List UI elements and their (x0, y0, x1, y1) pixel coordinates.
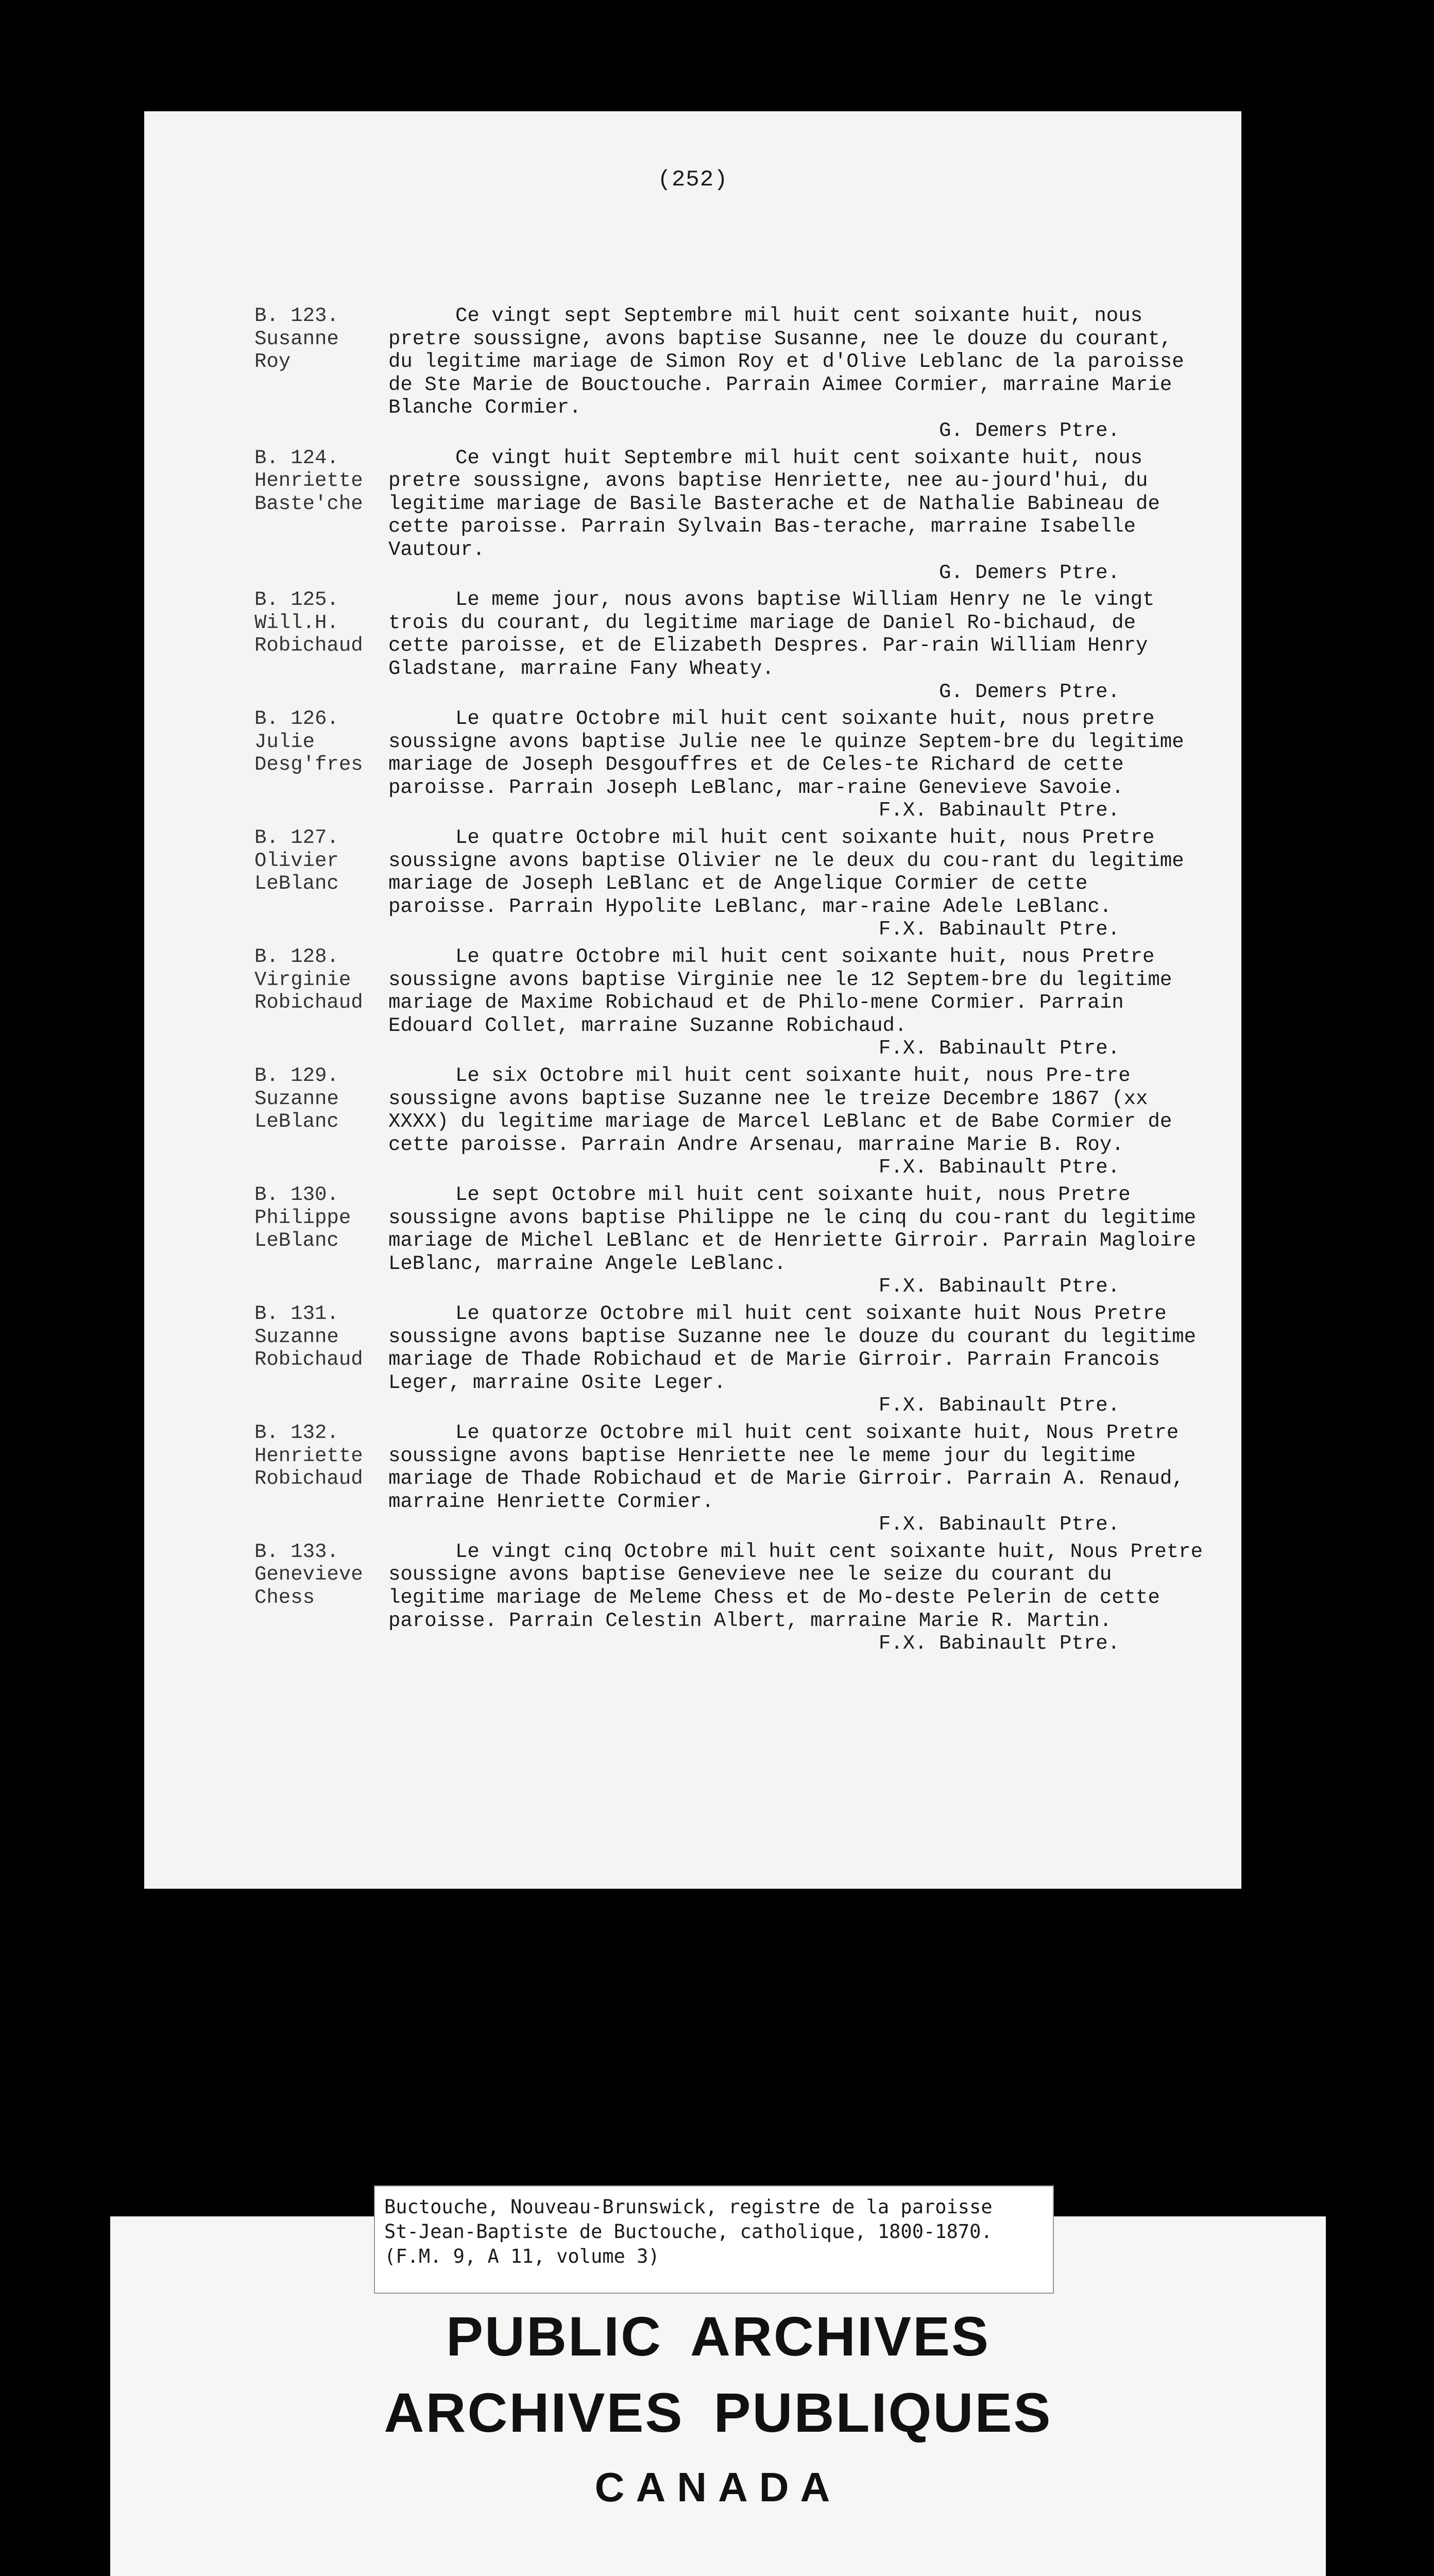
entry-signature: F.X. Babinault Ptre. (878, 1632, 1120, 1655)
baptism-entry-133 (254, 1540, 1207, 1655)
source-label-line: St-Jean-Baptiste de Buctouche, catholique, 1800-1870. (384, 2221, 993, 2243)
entry-text: Le quatre Octobre mil huit cent soixante huit, nous Pretre soussigne avons baptise Virginie nee le 12 Septem-bre du legitime mariage de Maxime Robichaud et de Philo-mene Cormier. Parrain Edouard Collet, marraine Suzanne Robichaud. (388, 945, 1172, 1037)
archives-title-french: ARCHIVES PUBLIQUES (384, 2381, 1052, 2444)
source-label-line: (F.M. 9, A 11, volume 3) (384, 2245, 660, 2267)
entry-label: B. 131. Suzanne Robichaud (254, 1302, 363, 1371)
entry-signature: F.X. Babinault Ptre. (878, 1513, 1120, 1536)
entry-body (388, 588, 1207, 703)
source-label-line: Buctouche, Nouveau-Brunswick, registre de la paroisse (384, 2196, 993, 2218)
baptism-entry-132 (254, 1421, 1207, 1536)
entry-body (388, 1540, 1207, 1655)
archives-country: CANADA (594, 2464, 842, 2510)
entry-label: B. 125. Will.H. Robichaud (254, 588, 363, 657)
baptism-entry-130 (254, 1183, 1207, 1298)
entry-label: B. 132. Henriette Robichaud (254, 1421, 363, 1490)
entry-signature: F.X. Babinault Ptre. (878, 1037, 1120, 1060)
entry-signature: G. Demers Ptre. (938, 561, 1120, 584)
entry-text: Le quatorze Octobre mil huit cent soixante huit, Nous Pretre soussigne avons baptise Henriette nee le meme jour du legitime mariage de Thade Robichaud et de Marie Girroir. Parrain A. Renaud, marraine Henriette Cormier. (388, 1421, 1184, 1513)
entry-body (388, 1183, 1207, 1298)
entry-label: B. 129. Suzanne LeBlanc (254, 1064, 339, 1133)
entry-label: B. 133. Genevieve Chess (254, 1540, 363, 1609)
entry-text: Le six Octobre mil huit cent soixante huit, nous Pre-tre soussigne avons baptise Suzanne nee le treize Decembre 1867 (xx XXXX) du legitime mariage de Marcel LeBlanc et de Babe Cormier de cette paroisse. Parrain Andre Arsenau, marraine Marie B. Roy. (388, 1064, 1172, 1156)
entry-body (388, 447, 1207, 585)
entry-text: Le quatorze Octobre mil huit cent soixante huit Nous Pretre soussigne avons baptise Suzanne nee le douze du courant du legitime mariage de Thade Robichaud et de Marie Girroir. Parrain Francois Leger, marraine Osite Leger. (388, 1302, 1197, 1394)
baptism-entry-131 (254, 1302, 1207, 1417)
entry-signature: F.X. Babinault Ptre. (878, 1394, 1120, 1417)
baptism-entry-124 (254, 447, 1207, 585)
entry-signature: F.X. Babinault Ptre. (878, 799, 1120, 822)
entry-text: Le quatre Octobre mil huit cent soixante huit, nous Pretre soussigne avons baptise Olivier ne le deux du cou-rant du legitime mariage de Joseph LeBlanc et de Angelique Cormier de cette paroisse. Parrain Hypolite LeBlanc, mar-raine Adele LeBlanc. (388, 826, 1184, 918)
entry-signature: F.X. Babinault Ptre. (878, 918, 1120, 941)
entry-label: B. 126. Julie Desg'fres (254, 707, 363, 776)
entry-label: B. 128. Virginie Robichaud (254, 945, 363, 1014)
entry-body (388, 945, 1207, 1060)
entry-signature: G. Demers Ptre. (938, 680, 1120, 703)
entry-text: Le quatre Octobre mil huit cent soixante huit, nous pretre soussigne avons baptise Julie nee le quinze Septem-bre du legitime mariage de Joseph Desgouffres et de Celes-te Richard de cette paroisse. Parrain Joseph LeBlanc, mar-raine Genevieve Savoie. (388, 707, 1184, 799)
baptism-entry-127 (254, 826, 1207, 941)
entry-body (388, 826, 1207, 941)
baptism-entry-125 (254, 588, 1207, 703)
entry-body (388, 1421, 1207, 1536)
entry-text: Ce vingt huit Septembre mil huit cent soixante huit, nous pretre soussigne, avons baptise Henriette, nee au-jourd'hui, du legitime mariage de Basile Basterache et de Nathalie Babineau de cette paroisse. Parrain Sylvain Bas-terache, marraine Isabelle Vautour. (388, 446, 1160, 561)
baptism-entry-123 (254, 304, 1207, 443)
archives-card (110, 2196, 1326, 2576)
baptism-entries (254, 304, 1207, 1659)
entry-label: B. 127. Olivier LeBlanc (254, 826, 339, 895)
register-page (144, 111, 1241, 1889)
entry-body (388, 707, 1207, 822)
entry-text: Ce vingt sept Septembre mil huit cent soixante huit, nous pretre soussigne, avons baptise Susanne, nee le douze du courant, du legitime mariage de Simon Roy et d'Olive Leblanc de la paroisse de Ste Marie de Bouctouche. Parrain Aimee Cormier, marraine Marie Blanche Cormier. (388, 304, 1184, 419)
entry-text: Le sept Octobre mil huit cent soixante huit, nous Pretre soussigne avons baptise Philippe ne le cinq du cou-rant du legitime mariage de Michel LeBlanc et de Henriette Girroir. Parrain Magloire LeBlanc, marraine Angele LeBlanc. (388, 1183, 1197, 1275)
source-label (374, 2185, 1054, 2294)
entry-label: B. 123. Susanne Roy (254, 304, 339, 374)
entry-text: Le vingt cinq Octobre mil huit cent soixante huit, Nous Pretre soussigne avons baptise Genevieve nee le seize du courant du legitime mariage de Meleme Chess et de Mo-deste Pelerin de cette paroisse. Parrain Celestin Albert, marraine Marie R. Martin. (388, 1540, 1203, 1632)
entry-signature: F.X. Babinault Ptre. (878, 1275, 1120, 1298)
entry-label: B. 124. Henriette Baste'che (254, 446, 363, 515)
entry-text: Le meme jour, nous avons baptise William Henry ne le vingt trois du courant, du legitime mariage de Daniel Ro-bichaud, de cette paroisse, et de Elizabeth Despres. Par-rain William Henry Gladstane, marraine Fany Wheaty. (388, 588, 1155, 680)
archives-title-english: PUBLIC ARCHIVES (446, 2305, 991, 2367)
baptism-entry-129 (254, 1064, 1207, 1179)
entry-signature: F.X. Babinault Ptre. (878, 1156, 1120, 1179)
baptism-entry-128 (254, 945, 1207, 1060)
entry-body (388, 1302, 1207, 1417)
entry-body (388, 304, 1207, 443)
page-number: (252) (657, 167, 728, 193)
baptism-entry-126 (254, 707, 1207, 822)
entry-label: B. 130. Philippe LeBlanc (254, 1183, 351, 1252)
entry-signature: G. Demers Ptre. (938, 419, 1120, 442)
entry-body (388, 1064, 1207, 1179)
